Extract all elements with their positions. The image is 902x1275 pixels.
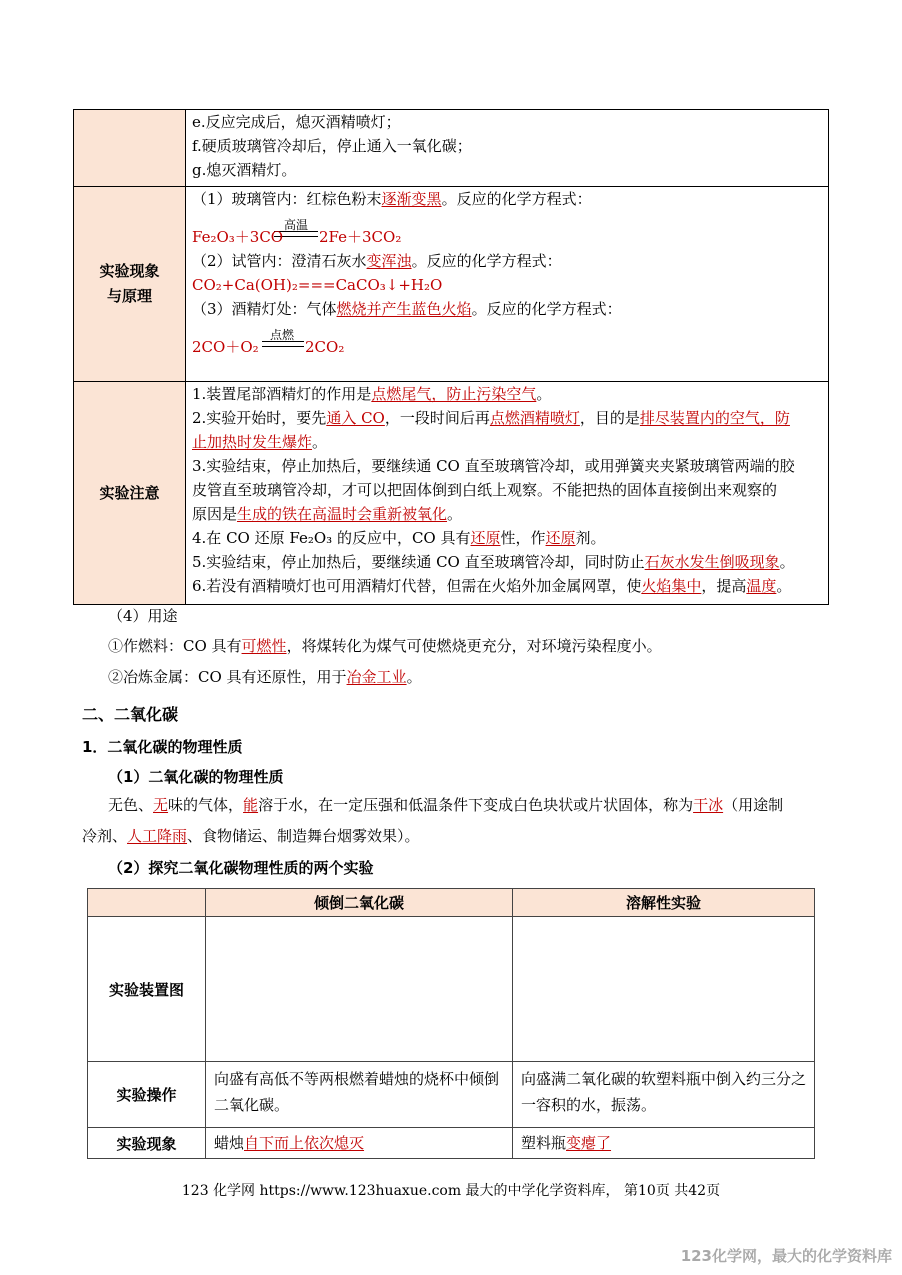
- label-phenomena-2: 与原理: [106, 287, 152, 305]
- note-2: 2.实验开始时，要先通入 CO，一段时间后再点燃酒精喷灯，目的是排尽装置内的空气，防: [192, 409, 790, 427]
- note-3-end: 原因是生成的铁在高温时会重新被氧化。: [192, 505, 463, 523]
- step-g: g.熄灭酒精灯。: [192, 161, 297, 179]
- co2-experiments-table: [87, 888, 815, 1159]
- note-5: 5.实验结束，停止加热后，要继续通 CO 直至玻璃管冷却，同时防止石灰水发生倒吸现象。: [192, 553, 795, 571]
- row-label-empty: [74, 110, 186, 187]
- subsection-heading: 1．二氧化碳的物理性质: [82, 738, 243, 756]
- equation-2: CO₂+Ca(OH)₂===CaCO₃↓+H₂O: [192, 276, 443, 294]
- experiment-table: [73, 109, 829, 605]
- subsection-2-heading: （2）探究二氧化碳物理性质的两个实验: [108, 859, 374, 877]
- header-pour-co2: 倾倒二氧化碳: [206, 889, 513, 917]
- properties-paragraph-cont: 冷剂、人工降雨、食物储运、制造舞台烟雾效果）。: [82, 827, 420, 845]
- note-6: 6.若没有酒精喷灯也可用酒精灯代替，但需在火焰外加金属网罩，使火焰集中，提高温度。: [192, 577, 792, 595]
- operation-pour: 向盛有高低不等两根燃着蜡烛的烧杯中倾倒二氧化碳。: [206, 1062, 513, 1128]
- apparatus-image-2: [513, 917, 815, 1062]
- header-empty: [88, 889, 206, 917]
- phenomenon-3: （3）酒精灯处：气体燃烧并产生蓝色火焰。反应的化学方程式：: [192, 300, 622, 318]
- step-f: f.硬质玻璃管冷却后，停止通入一氧化碳；: [192, 137, 472, 155]
- operation-solubility: 向盛满二氧化碳的软塑料瓶中倒入约三分之一容积的水，振荡。: [513, 1062, 815, 1128]
- note-1: 1.装置尾部酒精灯的作用是点燃尾气，防止污染空气。: [192, 385, 552, 403]
- note-3: 3.实验结束，停止加热后，要继续通 CO 直至玻璃管冷却，或用弹簧夹夹紧玻璃管两端的胶: [192, 457, 795, 475]
- subsection-1-heading: （1）二氧化碳的物理性质: [108, 768, 284, 786]
- phenomenon-2: （2）试管内：澄清石灰水变浑浊。反应的化学方程式：: [192, 252, 562, 270]
- note-4: 4.在 CO 还原 Fe₂O₃ 的反应中，CO 具有还原性，作还原剂。: [192, 529, 606, 547]
- apparatus-image-1: [206, 917, 513, 1062]
- row-label-phenomena: [74, 187, 186, 382]
- header-solubility: 溶解性实验: [513, 889, 815, 917]
- phenomenon-1: （1）玻璃管内：红棕色粉末逐渐变黑。反应的化学方程式：: [192, 190, 592, 208]
- watermark: 123化学网，最大的化学资料库: [680, 1247, 892, 1265]
- page-footer: 123 化学网 https://www.123huaxue.com 最大的中学化学资料库， 第10页 共42页: [181, 1183, 721, 1199]
- label-phenomena-1: 实验现象: [99, 262, 160, 280]
- result-pour: 蜡烛自下而上依次熄灭: [206, 1128, 513, 1159]
- label-apparatus: 实验装置图: [88, 917, 206, 1062]
- steps-cell: [186, 110, 829, 187]
- properties-paragraph: 无色、无味的气体，能溶于水，在一定压强和低温条件下变成白色块状或片状固体，称为干冰（用途制: [108, 796, 784, 814]
- note-3-cont: 皮管直至玻璃管冷却，才可以把固体倒到白纸上观察。不能把热的固体直接倒出来观察的: [192, 481, 778, 499]
- notes-cell: [186, 382, 829, 605]
- equation-3: 点燃 2CO＋O₂ 2CO₂: [192, 328, 345, 356]
- uses-title: （4）用途: [108, 607, 178, 625]
- note-2-cont: 止加热时发生爆炸。: [192, 433, 328, 451]
- label-result: 实验现象: [88, 1128, 206, 1159]
- use-2: ②冶炼金属：CO 具有还原性，用于冶金工业。: [108, 668, 422, 686]
- phenomena-cell: [186, 187, 829, 382]
- label-operation: 实验操作: [88, 1062, 206, 1128]
- use-1: ①作燃料：CO 具有可燃性，将煤转化为煤气可使燃烧更充分，对环境污染程度小。: [108, 637, 662, 655]
- section-heading: 二、二氧化碳: [82, 705, 179, 724]
- step-e: e.反应完成后，熄灭酒精喷灯；: [192, 113, 401, 131]
- equation-1: 高温 Fe₂O₃＋3CO 2Fe＋3CO₂: [192, 218, 402, 246]
- row-label-notes: 实验注意: [74, 382, 186, 605]
- result-solubility: 塑料瓶变瘪了: [513, 1128, 815, 1159]
